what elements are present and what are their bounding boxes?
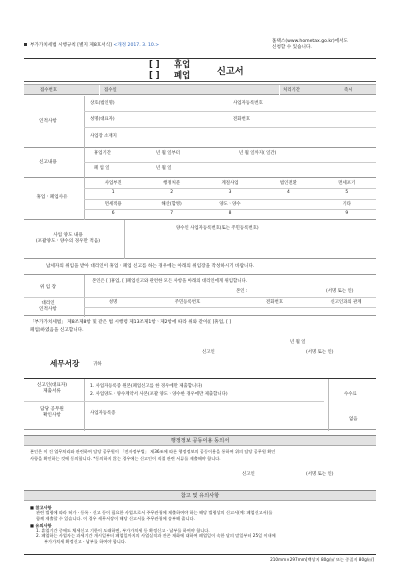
- delegation-notice: [46, 264, 254, 270]
- grid-rule: [84, 188, 376, 189]
- reason-number: 2: [170, 190, 173, 195]
- notes-title: 참고 및 유의사항: [180, 493, 220, 499]
- personal-label: 인적사항: [39, 119, 57, 124]
- hometax-notice: [272, 39, 376, 50]
- reason-option[interactable]: 면세포기: [338, 181, 356, 186]
- closure-period-label: 휴업기간: [94, 151, 111, 156]
- fee-value: 없음: [349, 417, 358, 422]
- closure-from-field[interactable]: 년 월 일부터: [156, 151, 180, 156]
- attachments-label: [24, 383, 80, 394]
- caution-line-2a: 2. 폐업하는 사업자는 과세기간 개시일부터 폐업일까지의 사업실적과 잔존 재화에 대하여 폐업일이 속한 달의 말일부터 25일 이내에: [36, 533, 276, 539]
- official-item: 사업자등록증: [90, 411, 116, 416]
- notes-header: [24, 490, 376, 501]
- reasons-section: [24, 178, 376, 220]
- caution-heading: ■ 유의사항: [30, 522, 52, 528]
- agent-label-2: 인적사항: [39, 306, 57, 312]
- reason-option[interactable]: 면세적용: [104, 202, 122, 207]
- transfer-label-1: 사업 양도 내용: [53, 233, 83, 238]
- reasons-label: 휴업ㆍ폐업사유: [36, 195, 68, 200]
- shutdown-checkbox[interactable]: [ ]: [149, 70, 160, 80]
- closure-to-field[interactable]: 년 월 일까지( 일간): [239, 151, 277, 156]
- reason-number: 5: [345, 190, 349, 195]
- agent-column-header: 전화번호: [266, 300, 283, 305]
- reason-number: 9: [345, 211, 349, 216]
- reception-bar: [24, 84, 376, 95]
- address-field[interactable]: 사업장 소재지: [90, 134, 117, 139]
- attorney-text: 본인은 [ ]휴업, [ ]폐업신고와 관련한 모든 사항을 아래의 대리인에게 위임합니다.: [92, 279, 248, 284]
- official-label-1: 담당 공무원: [40, 407, 64, 412]
- reason-option[interactable]: 기타: [342, 202, 352, 207]
- shutdown-title: 폐업: [174, 70, 191, 80]
- notice-line-1: 홈택스(www.hometax.go.kr)에서도: [272, 39, 348, 44]
- official-label: [24, 407, 80, 418]
- report-label: 신고내용: [39, 160, 57, 165]
- reason-number: 3: [228, 190, 232, 195]
- reference-line-1: 관련 법령에 따라 허가ㆍ등록ㆍ신고 등이 필요한 사업으로서 주무관청에 제출하여야 하는 해당 법령상의 신고서(예: 폐업신고서)를: [36, 510, 273, 516]
- reason-option[interactable]: 행정처분: [163, 181, 181, 186]
- sharing-text-1: 본인은 이 건 업무처리와 관련하여 담당 공무원이 「전자정부법」 제36조에 따른 행정정보의 공동이용을 통하여 위의 담당 공무원 확인: [30, 449, 276, 454]
- tax-office-name: 세무서장: [50, 359, 80, 368]
- period-label: 처리기간: [283, 88, 300, 93]
- regulation-ref: [24, 43, 159, 49]
- agent-column-header: 주민등록번호: [174, 300, 201, 305]
- title-box: [24, 58, 376, 82]
- attachments-label-2: 제출서류: [43, 388, 61, 394]
- transfer-label-2: (포괄양도ㆍ양수의 경우만 적음): [35, 238, 101, 244]
- grid-rule: [84, 209, 376, 210]
- reception-date-label: 접수일: [104, 88, 117, 93]
- caution-line-1: 1. 휴업기간 중에도 체세신고 기한이 도래하면, 부가가치세 등 확정신고ㆍ납부를 하여야 합니다.: [36, 528, 210, 533]
- reason-number: 6: [111, 211, 115, 216]
- fee-label: 수수료: [344, 392, 357, 397]
- reason-option[interactable]: 사업부진: [104, 181, 122, 186]
- notice-line-2: 신청할 수 있습니다.: [272, 44, 312, 50]
- reason-option[interactable]: 해산(합병): [161, 202, 182, 207]
- reason-number: 8: [228, 211, 232, 216]
- notes-body: [30, 505, 372, 544]
- form-header: [24, 39, 376, 57]
- official-label-2: 확인사항: [43, 412, 61, 418]
- attachment-item-1: 1. 사업자등록증 원본(폐업신고를 한 경우에만 제출합니다): [90, 384, 203, 389]
- transfer-label: [20, 233, 116, 244]
- attorney-section: [24, 274, 376, 316]
- sharing-signer: 신고인: [242, 472, 255, 477]
- transferee-reg-no-field[interactable]: 양수인 사업자등록번호(또는 주민등록번호): [176, 226, 259, 231]
- close-date-label: 폐 업 일: [94, 166, 110, 171]
- sharing-body: [30, 449, 372, 462]
- declarant-sign[interactable]: (서명 또는 인): [306, 350, 334, 355]
- report-section: [24, 148, 376, 178]
- trade-name-field[interactable]: 상호(법인명): [90, 101, 115, 106]
- grid-rule: [84, 199, 376, 200]
- principal-sign[interactable]: (서명 또는 인): [326, 289, 354, 294]
- bottom-rule: [24, 554, 376, 555]
- reason-option[interactable]: 양도ㆍ양수: [219, 202, 241, 207]
- closure-title: 휴업: [174, 59, 191, 69]
- reason-number: 1: [111, 190, 115, 195]
- declarant-label: 신고인: [202, 350, 215, 355]
- transfer-section: [24, 220, 376, 259]
- agent-label-1: 대리인: [41, 301, 55, 306]
- sharing-header: [24, 435, 376, 446]
- biz-reg-no-field[interactable]: 사업자등록번호: [233, 101, 263, 106]
- reason-number: 7: [170, 211, 173, 216]
- reception-no-label: 접수번호: [40, 88, 57, 93]
- personal-section: [24, 96, 376, 148]
- agent-label: [24, 301, 72, 312]
- regulation-text: 부가가치세법 시행규칙 [별지 제8호서식]: [30, 43, 112, 48]
- phone-field[interactable]: 전화번호: [233, 117, 250, 122]
- closure-checkbox[interactable]: [ ]: [149, 59, 160, 69]
- sharing-text-2: 사항을 확인하는 것에 동의합니다. *동의하지 않는 경우에는 신고인이 직접 관련 서류를 제출해야 합니다.: [30, 456, 221, 462]
- reason-number: 4: [286, 190, 290, 195]
- close-date-field[interactable]: 년 월 일: [156, 166, 172, 171]
- agent-column-header: 성명: [108, 300, 118, 305]
- revision-text: <개정 2017. 3. 10.>: [113, 43, 160, 48]
- honorific: 귀하: [93, 362, 102, 367]
- caution-line-2b: 부가가치세 확정신고ㆍ납부를 하여야 합니다.: [44, 538, 127, 544]
- paper-spec: 210mm×297mm[백상지 80g/㎡ 또는 중질지 80g/㎡]: [270, 557, 374, 562]
- attachment-item-2: 2. 사업양도ㆍ양수계약서 사본(포괄 양도ㆍ양수한 경우에만 제출합니다): [90, 392, 228, 397]
- reason-option[interactable]: 계절사업: [221, 181, 239, 186]
- attachments-label-1: 신고인(대표자): [36, 383, 68, 388]
- reference-line-2: 함께 제출할 수 있습니다. 이 경우 세무서장이 해당 신고서를 주무관청에 송부해 줍니다.: [36, 515, 195, 521]
- reason-option[interactable]: 법인전환: [279, 181, 297, 186]
- period-value: 즉시: [344, 88, 353, 93]
- square-bullet-icon: [24, 43, 27, 46]
- agent-column-header: 신고인과의 관계: [330, 300, 362, 305]
- attachments-section: [24, 378, 376, 430]
- page-title: 신고서: [217, 66, 244, 77]
- sharing-sign[interactable]: (서명 또는 인): [306, 472, 334, 477]
- declaration: [30, 320, 370, 333]
- declaration-line-2: 폐업)하였음을 신고합니다.: [30, 327, 84, 333]
- declaration-date[interactable]: 년 월 일: [290, 340, 306, 345]
- delegation-notice-text: 납세자의 위임을 받아 대리인이 휴업ㆍ폐업 신고를 하는 경우에는 아래의 위임장을 작성하시기 바랍니다.: [46, 264, 255, 269]
- representative-field[interactable]: 성명(대표자): [90, 117, 115, 122]
- declaration-line-1: 「부가가치세법」 제8조제8항 및 같은 법 시행령 제13조제1항ㆍ제2항에 따라 위와 같이([ ]휴업, [ ]: [30, 320, 232, 325]
- sharing-title: 행정정보 공동이용 동의서: [170, 438, 230, 444]
- reference-heading: ■ 참고사항: [30, 505, 52, 510]
- attorney-label: 위 임 장: [39, 285, 57, 290]
- principal-field[interactable]: 본인 :: [236, 289, 248, 294]
